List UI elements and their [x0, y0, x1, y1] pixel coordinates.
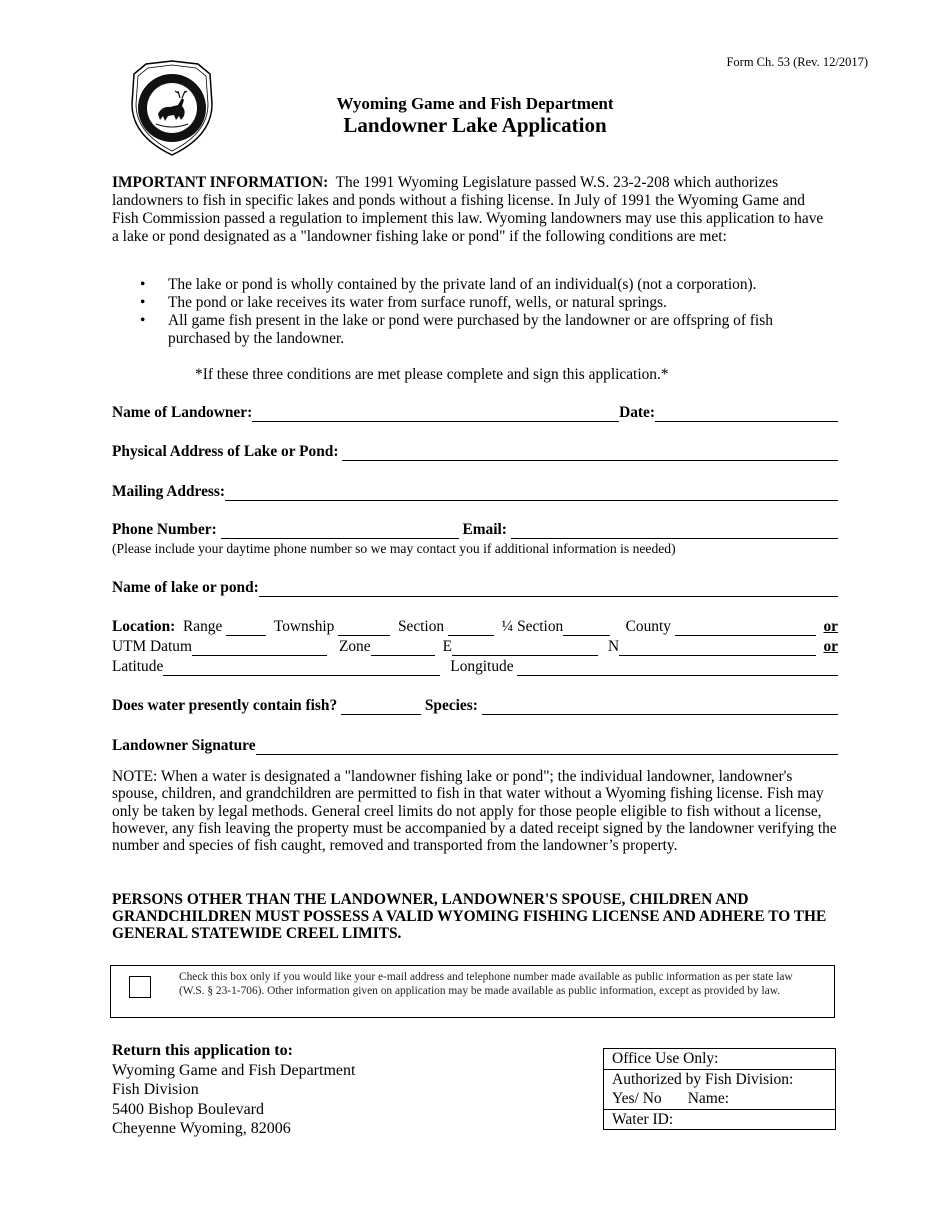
landowner-name-field[interactable]: [252, 407, 619, 422]
note-paragraph: NOTE: When a water is designated a "landowner fishing lake or pond"; the individual landowner, landowner's spouse, children, and grandchildren are permitted to fish in that water without a Wyoming fishing license. Fish may only be taken by legal methods. General creel limits do not apply for those people eligible to fish without a license, however, any fish leaving the property must be accompanied by a dated receipt signed by the landowner verifying the number and species of fish caught, removed and transported from the landowner’s property.: [112, 768, 837, 855]
return-line: Cheyenne Wyoming, 82006: [112, 1120, 291, 1138]
location-label: Location:: [112, 618, 176, 635]
contains-fish-label: Does water presently contain fish?: [112, 697, 338, 714]
longitude-label: Longitude: [450, 658, 514, 675]
return-address: [112, 1041, 355, 1139]
easting-label: E: [442, 638, 452, 655]
northing-label: N: [607, 638, 620, 655]
bullet-icon: •: [140, 294, 146, 311]
lat-long-row: [112, 658, 838, 676]
condition-item: • All game fish present in the lake or pond were purchased by the landowner or are offspring of fish purchased by the landowner.: [140, 312, 773, 347]
location-row: [112, 618, 838, 636]
bullet-icon: •: [140, 276, 146, 293]
range-field[interactable]: [226, 621, 266, 636]
lake-name-row: [112, 579, 838, 597]
condition-item: • The pond or lake receives its water from surface runoff, wells, or natural springs.: [140, 294, 667, 311]
northing-field[interactable]: [619, 641, 816, 656]
agency-name: Wyoming Game and Fish Department: [336, 94, 614, 113]
conditions-note: *If these three conditions are met please complete and sign this application.*: [195, 366, 669, 383]
important-information-text: The 1991 Wyoming Legislature passed W.S. 23-2-208 which authorizes landowners to fish in specific lakes and ponds without a fishing license. In July of 1991 the Wyoming Game and Fish Commission passed a regulation to implement this law. Wyoming landowners may use this application to have a lake or pond designated as a "landowner fishing lake or pond" if the following conditions are met:: [112, 174, 824, 245]
date-label: Date:: [619, 404, 655, 421]
latitude-label: Latitude: [112, 658, 164, 675]
section-label: Section: [397, 618, 445, 635]
section-field[interactable]: [448, 621, 494, 636]
condition-item: • The lake or pond is wholly contained by the private land of an individual(s) (not a corporation).: [140, 276, 757, 293]
form-title: Landowner Lake Application: [343, 113, 607, 137]
mailing-address-field[interactable]: [225, 486, 838, 501]
township-label: Township: [273, 618, 335, 635]
office-use-box: [603, 1048, 836, 1130]
office-use-title: Office Use Only:: [612, 1050, 719, 1067]
contains-fish-field[interactable]: [341, 700, 421, 715]
landowner-row: [112, 404, 838, 422]
physical-address-label: Physical Address of Lake or Pond:: [112, 443, 339, 460]
or-label: or: [823, 638, 838, 655]
return-line: 5400 Bishop Boulevard: [112, 1100, 264, 1118]
date-field[interactable]: [655, 407, 838, 422]
authorized-label: Authorized by Fish Division:: [604, 1069, 835, 1090]
public-info-text: Check this box only if you would like your e-mail address and telephone number made available as public information as per state law (W.S. § 23-1-706). Other information given on application may be made available as public information, except as provided by law.: [179, 971, 793, 997]
range-label: Range: [182, 618, 223, 635]
lake-name-field[interactable]: [259, 582, 838, 597]
yes-no-label: Yes/ No: [612, 1090, 662, 1107]
yes-no-name-row: [604, 1089, 835, 1109]
species-label: Species:: [424, 697, 478, 714]
phone-label: Phone Number:: [112, 521, 217, 538]
county-label: County: [625, 618, 671, 635]
mailing-address-row: [112, 483, 838, 501]
physical-address-field[interactable]: [342, 446, 838, 461]
zone-label: Zone: [338, 638, 371, 655]
county-field[interactable]: [675, 621, 816, 636]
bullet-icon: •: [140, 312, 146, 329]
email-label: Email:: [462, 521, 507, 538]
fish-row: [112, 697, 838, 715]
quarter-section-field[interactable]: [563, 621, 610, 636]
conditions-list: [140, 276, 820, 348]
email-field[interactable]: [511, 524, 838, 539]
quarter-section-label: ¼ Section: [501, 618, 564, 635]
office-name-label: Name:: [687, 1090, 730, 1107]
signature-row: [112, 737, 838, 755]
signature-field[interactable]: [256, 740, 838, 755]
phone-field[interactable]: [221, 524, 459, 539]
public-info-optin: [110, 965, 835, 1018]
longitude-field[interactable]: [517, 661, 838, 676]
species-field[interactable]: [482, 700, 838, 715]
return-line: Fish Division: [112, 1081, 199, 1099]
water-id-label: Water ID:: [604, 1109, 835, 1130]
form-id: Form Ch. 53 (Rev. 12/2017): [726, 55, 868, 69]
signature-label: Landowner Signature: [112, 737, 256, 754]
township-field[interactable]: [338, 621, 390, 636]
return-heading: Return this application to:: [112, 1042, 293, 1059]
public-info-checkbox[interactable]: [129, 976, 151, 998]
important-information: [112, 174, 832, 246]
zone-field[interactable]: [371, 641, 435, 656]
physical-address-row: [112, 443, 838, 461]
important-information-label: IMPORTANT INFORMATION:: [112, 174, 329, 191]
latitude-field[interactable]: [163, 661, 440, 676]
utm-datum-label: UTM Datum: [112, 638, 192, 655]
mailing-address-label: Mailing Address:: [112, 483, 226, 500]
phone-note: (Please include your daytime phone number so we may contact you if additional information is needed): [112, 541, 676, 556]
utm-datum-field[interactable]: [192, 641, 327, 656]
lake-name-label: Name of lake or pond:: [112, 579, 259, 596]
or-label: or: [823, 618, 838, 635]
easting-field[interactable]: [452, 641, 598, 656]
utm-row: [112, 638, 838, 656]
landowner-name-label: Name of Landowner:: [112, 404, 253, 421]
license-warning: PERSONS OTHER THAN THE LANDOWNER, LANDOWNER'S SPOUSE, CHILDREN AND GRANDCHILDREN MUST POSSESS A VALID WYOMING FISHING LICENSE AND ADHERE TO THE GENERAL STATEWIDE CREEL LIMITS.: [112, 891, 827, 942]
return-line: Wyoming Game and Fish Department: [112, 1061, 356, 1079]
contact-row: [112, 521, 838, 539]
